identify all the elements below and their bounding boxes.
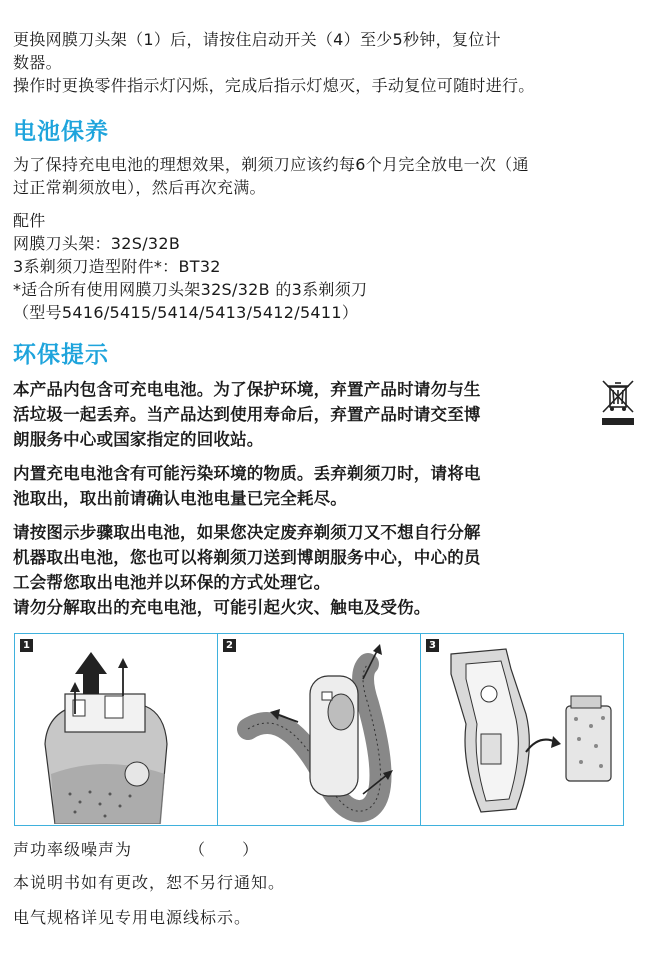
env-para-4: 请勿分解取出的充电电池，可能引起火灾、触电及受伤。 [13, 598, 431, 617]
changes-notice: 本说明书如有更改，恕不另行通知。 [13, 873, 286, 892]
accessories-label: 配件 [13, 211, 46, 230]
footer-notes [13, 840, 643, 928]
intro-line-1: 更换网膜刀头架（1）后，请按住启动开关（4）至少5秒钟，复位计 [13, 30, 501, 49]
environment-notes [13, 377, 593, 620]
env-para-2-line-1: 内置充电电池含有可能污染环境的物质。丢弃剃须刀时，请将电 [13, 464, 481, 483]
env-para-3-line-3: 工会帮您取出电池并以环保的方式处理它。 [13, 573, 331, 592]
battery-care-heading: 电池保养 [13, 119, 109, 145]
noise-level-row [13, 840, 643, 860]
crossed-out-wheelie-bin-icon [600, 377, 636, 427]
env-para-1-line-3: 朗服务中心或国家指定的回收站。 [13, 430, 264, 449]
figure-number-2: 2 [223, 639, 236, 652]
figure-panel-3 [421, 634, 623, 825]
electrical-spec-notice: 电气规格详见专用电源线标示。 [13, 908, 252, 927]
battery-removal-figures [14, 633, 624, 826]
env-para-3-line-1: 请按图示步骤取出电池，如果您决定废弃剃须刀又不想自行分解 [13, 523, 481, 542]
battery-extraction-illustration [421, 634, 623, 824]
noise-level-value: （ ） [189, 840, 275, 859]
env-para-1-line-2: 活垃圾一起丢弃。当产品达到使用寿命后，弃置产品时请交至博 [13, 405, 481, 424]
accessory-item-styler: 3系剃须刀造型附件*：BT32 [13, 257, 221, 276]
accessory-note-1: *适合所有使用网膜刀头架32S/32B 的3系剃须刀 [13, 280, 368, 299]
shaver-housing-removal-illustration [218, 634, 421, 824]
env-para-2-line-2: 池取出，取出前请确认电池电量已完全耗尽。 [13, 489, 347, 508]
env-para-3-line-2: 机器取出电池，您也可以将剃须刀送到博朗服务中心，中心的员 [13, 548, 481, 567]
accessory-note-2: （型号5416/5415/5414/5413/5412/5411） [13, 303, 359, 322]
accessory-item-foil: 网膜刀头架：32S/32B [13, 234, 181, 253]
intro-line-3: 操作时更换零件指示灯闪烁，完成后指示灯熄灭，手动复位可随时进行。 [13, 76, 535, 95]
intro-line-2: 数器。 [13, 53, 62, 72]
noise-level-label: 声功率级噪声为 [13, 840, 133, 859]
figure-panel-2 [218, 634, 421, 825]
manual-page [13, 28, 643, 620]
figure-panel-1 [15, 634, 218, 825]
battery-care-line-1: 为了保持充电电池的理想效果，剃须刀应该约每6个月完全放电一次（通 [13, 155, 529, 174]
env-para-1-line-1: 本产品内包含可充电电池。为了保护环境，弃置产品时请勿与生 [13, 380, 481, 399]
shaver-disassembly-illustration [15, 634, 187, 824]
figure-number-3: 3 [426, 639, 439, 652]
battery-care-line-2: 过正常剃须放电），然后再次充满。 [13, 178, 266, 197]
figure-number-1: 1 [20, 639, 33, 652]
environment-heading: 环保提示 [13, 342, 109, 368]
